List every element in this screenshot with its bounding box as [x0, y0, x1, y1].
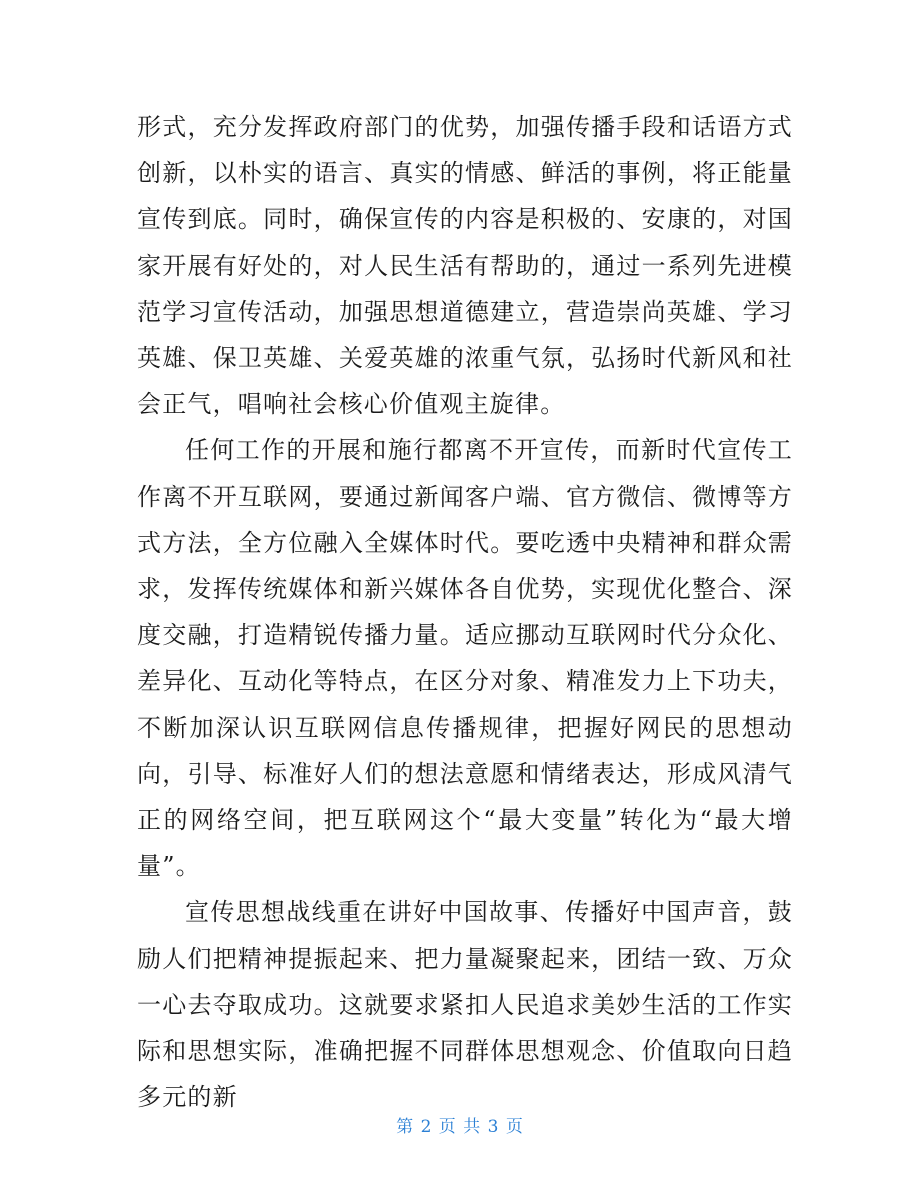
paragraph-1: 形式，充分发挥政府部门的优势，加强传播手段和话语方式创新，以朴实的语言、真实的情感、鲜活的事例，将正能量宣传到底。同时，确保宣传的内容是积极的、安康的，对国家开展有好处的，对人民生活有帮助的，通过一系列先进模范学习宣传活动，加强思想道德建立，营造崇尚英雄、学习英雄、保卫英雄、关爱英雄的浓重气氛，弘扬时代新风和社会正气，唱响社会核心价值观主旋律。 — [137, 113, 793, 419]
footer-prefix: 第 — [396, 1117, 415, 1137]
total-pages-number: 3 — [487, 1117, 500, 1137]
current-page-number: 2 — [420, 1117, 433, 1137]
page-footer — [0, 1112, 920, 1137]
document-body — [137, 104, 793, 1120]
footer-suffix: 页 — [505, 1117, 524, 1137]
paragraph-3: 宣传思想战线重在讲好中国故事、传播好中国声音，鼓励人们把精神提振起来、把力量凝聚起来，团结一致、万众一心去夺取成功。这就要求紧扣人民追求美妙生活的工作实际和思想实际，准确把握不同群体思想观念、价值取向日趋多元的新 — [137, 898, 793, 1112]
paragraph-2: 任何工作的开展和施行都离不开宣传，而新时代宣传工作离不开互联网，要通过新闻客户端、官方微信、微博等方式方法，全方位融入全媒体时代。要吃透中央精神和群众需求，发挥传统媒体和新兴媒体各自优势，实现优化整合、深度交融，打造精锐传播力量。适应挪动互联网时代分众化、差异化、互动化等特点，在区分对象、精准发力上下功夫，不断加深认识互联网信息传播规律，把握好网民的思想动向，引导、标准好人们的想法意愿和情绪表达，形成风清气正的网络空间，把互联网这个“最大变量”转化为“最大增量”。 — [137, 436, 793, 881]
footer-page-word: 页 — [438, 1117, 457, 1137]
footer-total-prefix: 共 — [463, 1117, 482, 1137]
